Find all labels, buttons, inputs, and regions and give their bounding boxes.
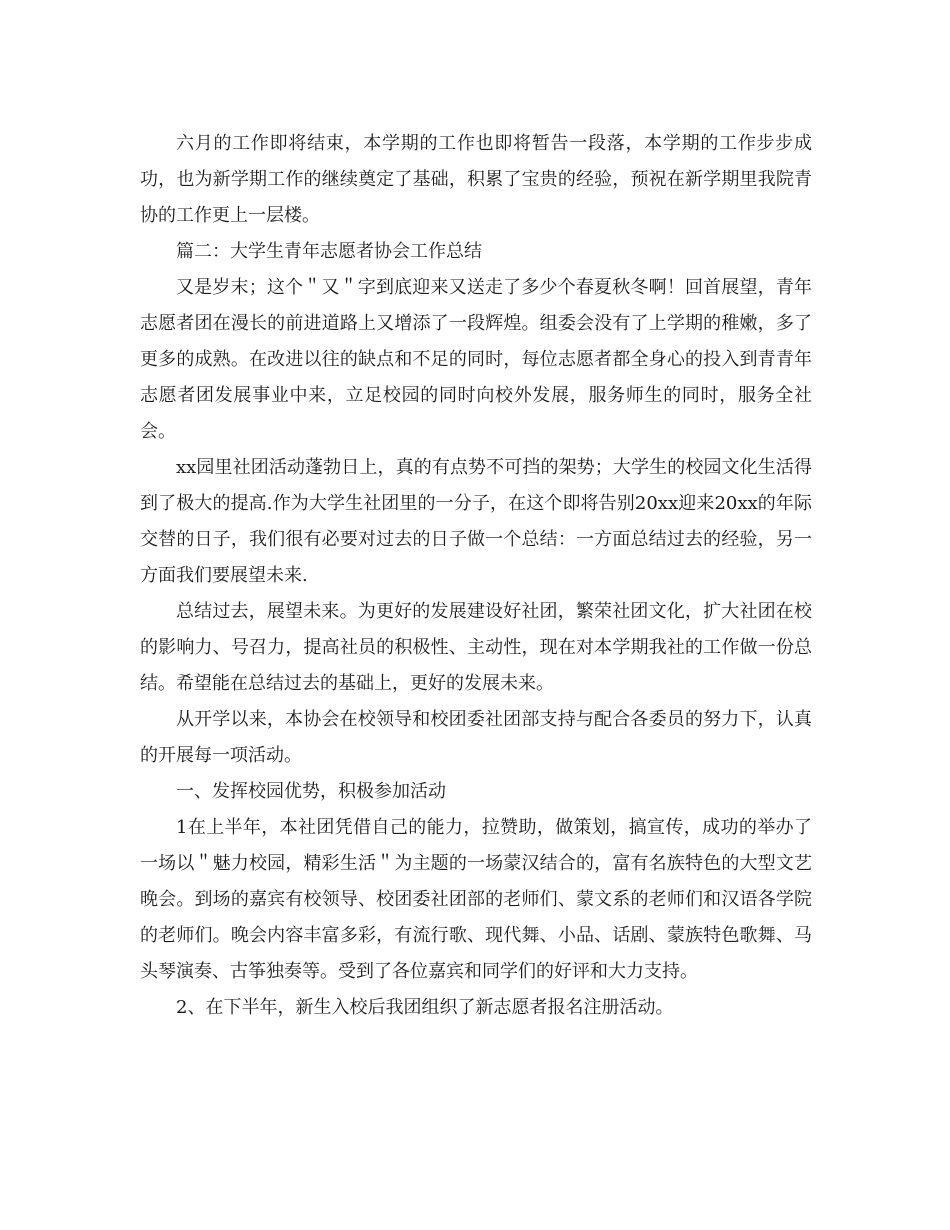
paragraph-year-end: 又是岁末；这个＂又＂字到底迎来又送走了多少个春夏秋冬啊！回首展望，青年志愿者团在漫长的前进道路上又增添了一段辉煌。组委会没有了上学期的稚嫩，多了更多的成熟。在改进以往的缺点和不足的同时，每位志愿者都全身心的投入到青青年志愿者团发展事业中来，立足校园的同时向校外发展，服务师生的同时，服务全社会。 (140, 277, 812, 442)
paragraph-campus-clubs: xx园里社团活动蓬勃日上，真的有点势不可挡的架势；大学生的校园文化生活得到了极大的提高.作为大学生社团里的一分子，在这个即将告别20xx迎来20xx的年际交替的日子，我们很有必要对过去的日子做一个总结：一方面总结过去的经验，另一方面我们要展望未来. (140, 457, 812, 586)
document-body (140, 126, 812, 1026)
paragraph-summary-outlook: 总结过去，展望未来。为更好的发展建设好社团，繁荣社团文化，扩大社团在校的影响力、号召力，提高社员的积极性、主动性，现在对本学期我社的工作做一份总结。希望能在总结过去的基础上，更好的发展未来。 (140, 601, 812, 694)
paragraph-closing-june: 六月的工作即将结束，本学期的工作也即将暂告一段落，本学期的工作步步成功，也为新学期工作的继续奠定了基础，积累了宝贵的经验，预祝在新学期里我院青协的工作更上一层楼。 (140, 133, 812, 226)
section-heading-one: 一、发挥校园优势，积极参加活动 (176, 781, 446, 802)
paragraph-item-two: 2、在下半年，新生入校后我团组织了新志愿者报名注册活动。 (176, 997, 674, 1018)
section-title-part-two: 篇二：大学生青年志愿者协会工作总结 (176, 241, 482, 262)
paragraph-since-semester-start: 从开学以来，本协会在校领导和校团委社团部支持与配合各委员的努力下，认真的开展每一项活动。 (140, 709, 812, 766)
paragraph-item-one: 1在上半年，本社团凭借自己的能力，拉赞助，做策划，搞宣传，成功的举办了一场以＂魅力校园，精彩生活＂为主题的一场蒙汉结合的，富有名族特色的大型文艺晚会。到场的嘉宾有校领导、校团委社团部的老师们、蒙文系的老师们和汉语各学院的老师们。晚会内容丰富多彩，有流行歌、现代舞、小品、话剧、蒙族特色歌舞、马头琴演奏、古筝独奏等。受到了各位嘉宾和同学们的好评和大力支持。 (140, 817, 812, 982)
